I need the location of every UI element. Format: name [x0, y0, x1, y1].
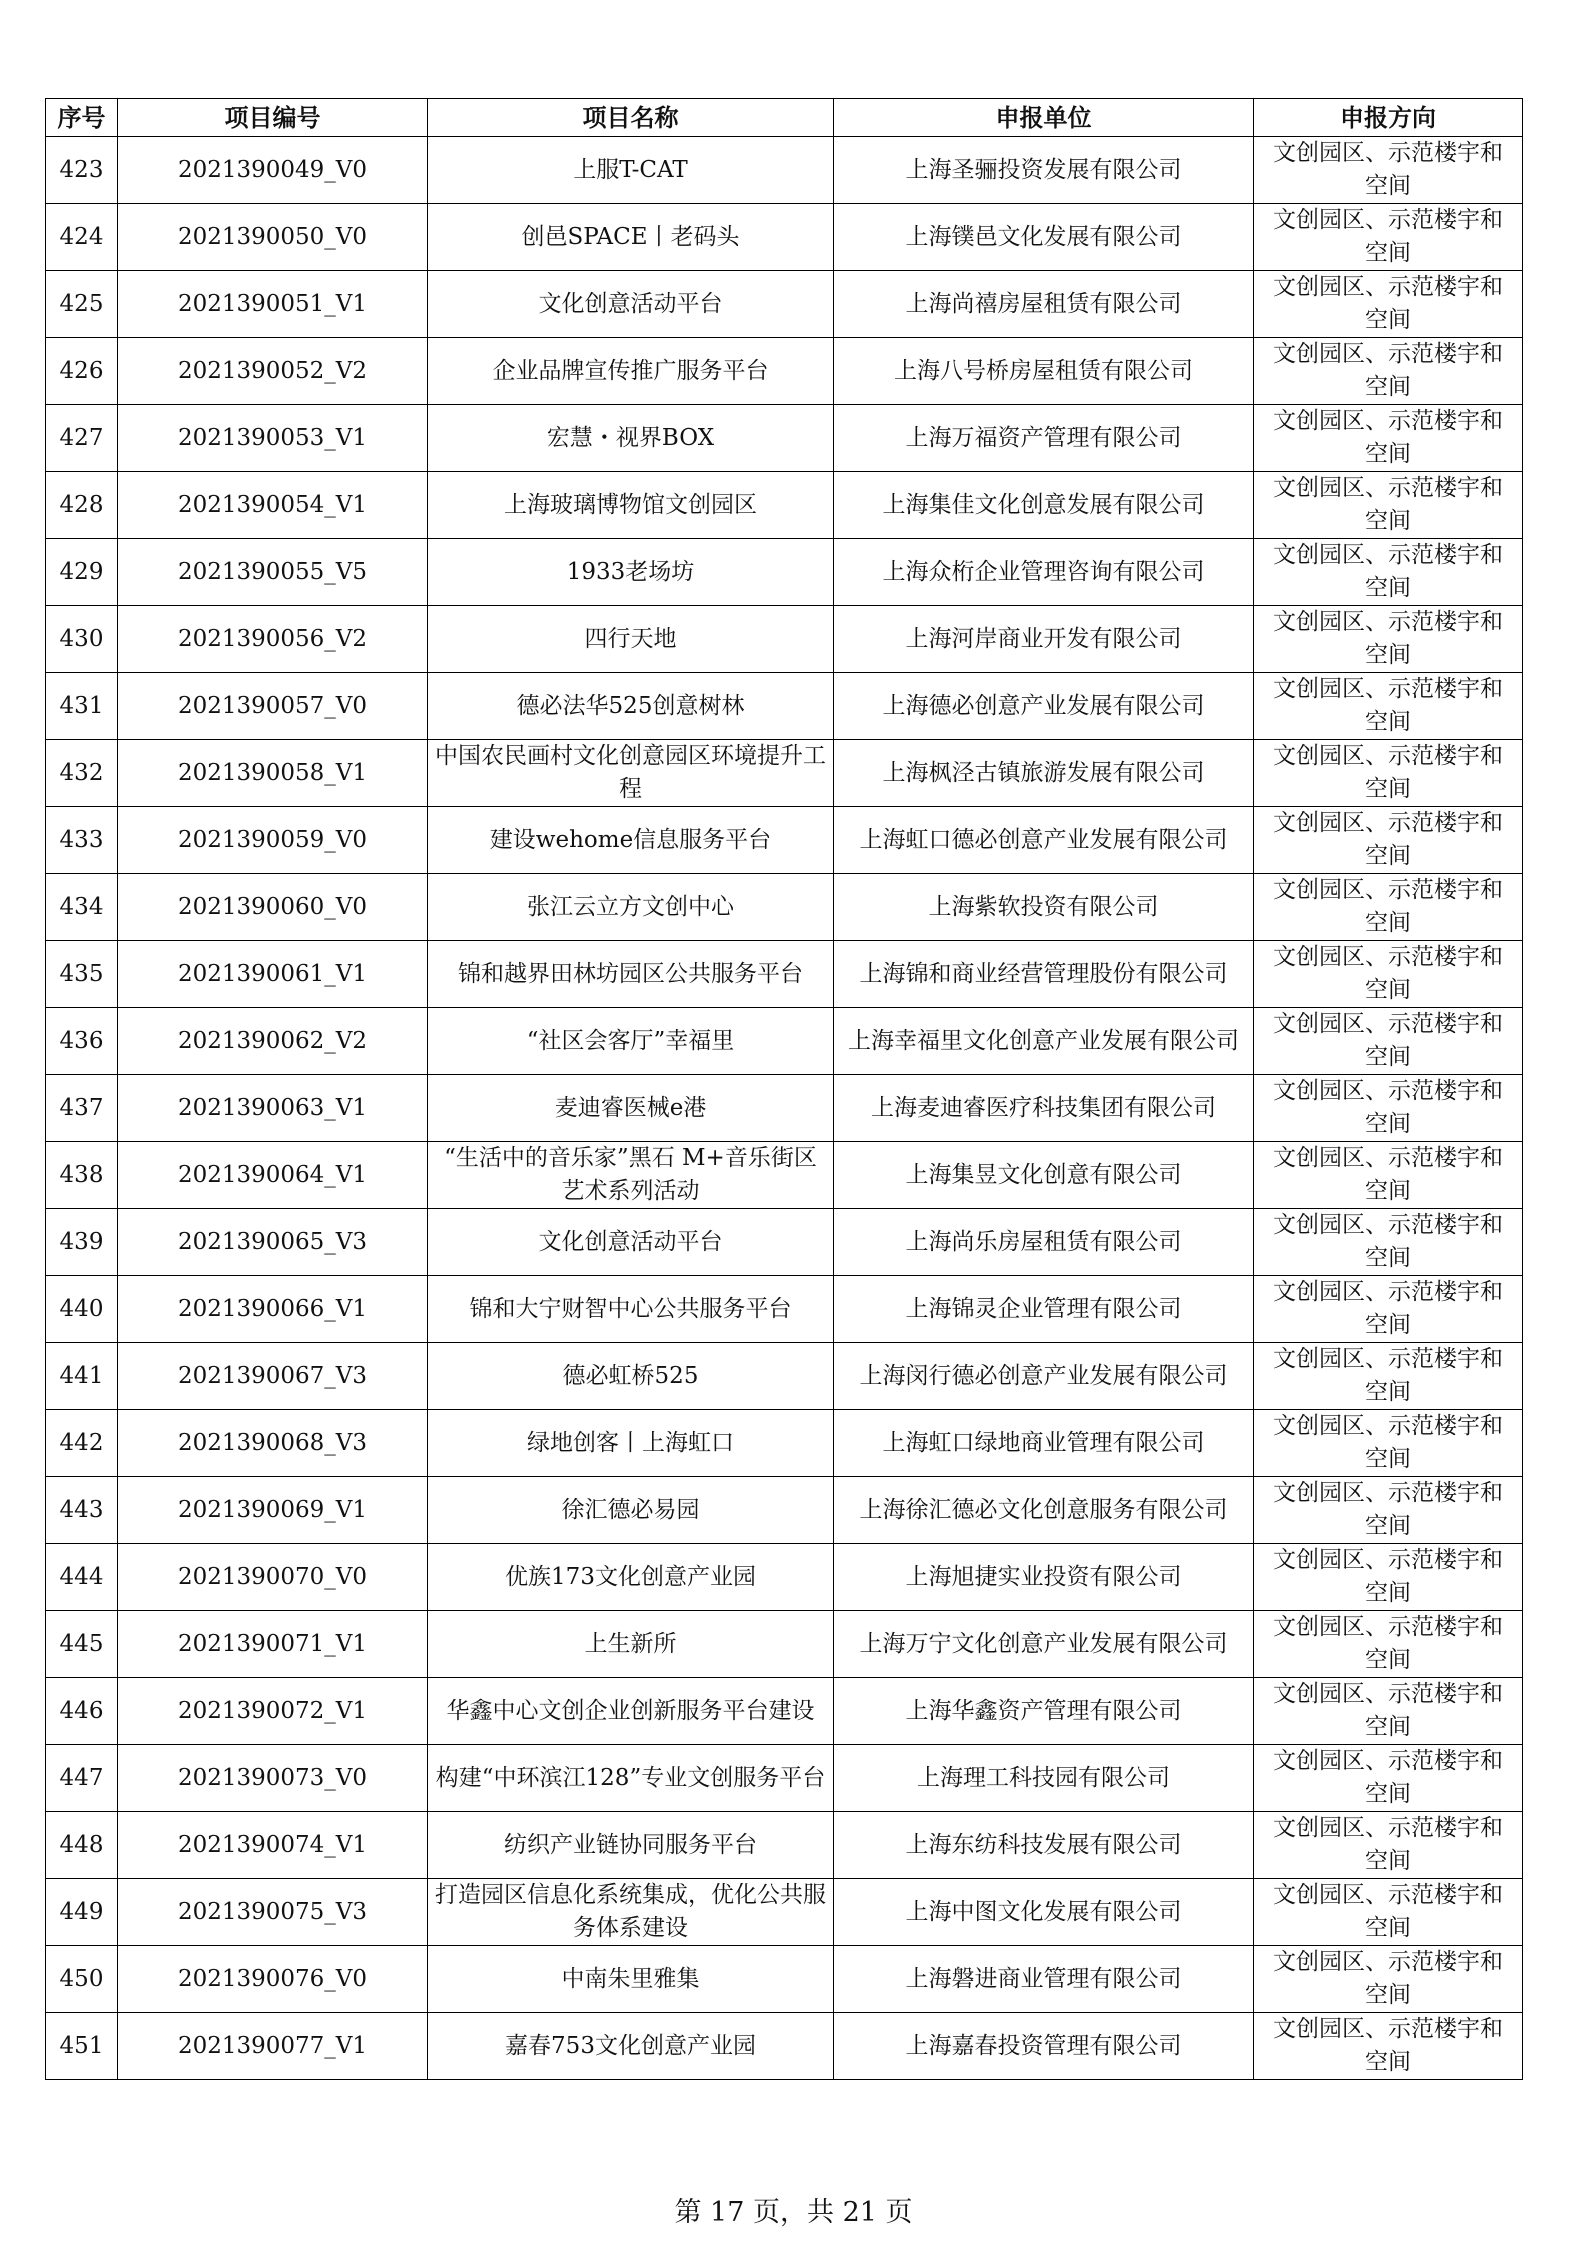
- project-name-cell: 锦和越界田林坊园区公共服务平台: [428, 941, 834, 1008]
- table-row: [46, 807, 1523, 874]
- table-row: [46, 1544, 1523, 1611]
- applicant-unit-cell: 上海紫软投资有限公司: [834, 874, 1254, 941]
- direction-cell: 文创园区、示范楼宇和空间: [1254, 137, 1523, 204]
- project-code-cell: 2021390057_V0: [118, 673, 428, 740]
- project-code-cell: 2021390050_V0: [118, 204, 428, 271]
- seq-cell: 440: [46, 1276, 118, 1343]
- applicant-unit-cell: 上海八号桥房屋租赁有限公司: [834, 338, 1254, 405]
- project-code-cell: 2021390052_V2: [118, 338, 428, 405]
- project-name-cell: 嘉春753文化创意产业园: [428, 2013, 834, 2080]
- project-code-cell: 2021390074_V1: [118, 1812, 428, 1879]
- project-name-cell: 建设wehome信息服务平台: [428, 807, 834, 874]
- project-name-cell: 宏慧・视界BOX: [428, 405, 834, 472]
- project-code-cell: 2021390064_V1: [118, 1142, 428, 1209]
- applicant-unit-cell: 上海虹口德必创意产业发展有限公司: [834, 807, 1254, 874]
- table-row: [46, 941, 1523, 1008]
- seq-cell: 438: [46, 1142, 118, 1209]
- project-name-cell: 上海玻璃博物馆文创园区: [428, 472, 834, 539]
- direction-cell: 文创园区、示范楼宇和空间: [1254, 1544, 1523, 1611]
- project-name-cell: 德必虹桥525: [428, 1343, 834, 1410]
- applicant-unit-cell: 上海徐汇德必文化创意服务有限公司: [834, 1477, 1254, 1544]
- project-code-cell: 2021390072_V1: [118, 1678, 428, 1745]
- project-code-cell: 2021390053_V1: [118, 405, 428, 472]
- direction-cell: 文创园区、示范楼宇和空间: [1254, 874, 1523, 941]
- applicant-unit-cell: 上海枫泾古镇旅游发展有限公司: [834, 740, 1254, 807]
- seq-cell: 423: [46, 137, 118, 204]
- direction-cell: 文创园区、示范楼宇和空间: [1254, 539, 1523, 606]
- project-name-cell: 上服T-CAT: [428, 137, 834, 204]
- project-code-cell: 2021390059_V0: [118, 807, 428, 874]
- applicant-unit-cell: 上海众桁企业管理咨询有限公司: [834, 539, 1254, 606]
- direction-cell: 文创园区、示范楼宇和空间: [1254, 1075, 1523, 1142]
- direction-cell: 文创园区、示范楼宇和空间: [1254, 1343, 1523, 1410]
- applicant-unit-cell: 上海锦和商业经营管理股份有限公司: [834, 941, 1254, 1008]
- seq-cell: 446: [46, 1678, 118, 1745]
- seq-cell: 441: [46, 1343, 118, 1410]
- applicant-unit-cell: 上海麦迪睿医疗科技集团有限公司: [834, 1075, 1254, 1142]
- applicant-unit-cell: 上海锦灵企业管理有限公司: [834, 1276, 1254, 1343]
- seq-cell: 435: [46, 941, 118, 1008]
- table-row: [46, 606, 1523, 673]
- table-row: [46, 1678, 1523, 1745]
- seq-cell: 433: [46, 807, 118, 874]
- page-footer: 第 17 页，共 21 页: [674, 2197, 913, 2228]
- table-row: [46, 137, 1523, 204]
- table-row: [46, 1075, 1523, 1142]
- seq-cell: 451: [46, 2013, 118, 2080]
- applicant-unit-cell: 上海磐进商业管理有限公司: [834, 1946, 1254, 2013]
- applicant-unit-cell: 上海幸福里文化创意产业发展有限公司: [834, 1008, 1254, 1075]
- header-unit: 申报单位: [834, 99, 1254, 137]
- applicant-unit-cell: 上海尚禧房屋租赁有限公司: [834, 271, 1254, 338]
- project-code-cell: 2021390070_V0: [118, 1544, 428, 1611]
- seq-cell: 447: [46, 1745, 118, 1812]
- seq-cell: 444: [46, 1544, 118, 1611]
- direction-cell: 文创园区、示范楼宇和空间: [1254, 1879, 1523, 1946]
- project-name-cell: 创邑SPACE丨老码头: [428, 204, 834, 271]
- seq-cell: 431: [46, 673, 118, 740]
- project-code-cell: 2021390076_V0: [118, 1946, 428, 2013]
- project-name-cell: 文化创意活动平台: [428, 271, 834, 338]
- project-code-cell: 2021390066_V1: [118, 1276, 428, 1343]
- direction-cell: 文创园区、示范楼宇和空间: [1254, 1812, 1523, 1879]
- project-code-cell: 2021390065_V3: [118, 1209, 428, 1276]
- project-code-cell: 2021390060_V0: [118, 874, 428, 941]
- direction-cell: 文创园区、示范楼宇和空间: [1254, 1946, 1523, 2013]
- project-code-cell: 2021390071_V1: [118, 1611, 428, 1678]
- table-row: [46, 1209, 1523, 1276]
- project-code-cell: 2021390077_V1: [118, 2013, 428, 2080]
- project-name-cell: 构建“中环滨江128”专业文创服务平台: [428, 1745, 834, 1812]
- project-table: [45, 98, 1523, 2080]
- table-row: [46, 1879, 1523, 1946]
- table-row: [46, 338, 1523, 405]
- direction-cell: 文创园区、示范楼宇和空间: [1254, 1008, 1523, 1075]
- seq-cell: 436: [46, 1008, 118, 1075]
- table-row: [46, 1276, 1523, 1343]
- applicant-unit-cell: 上海圣骊投资发展有限公司: [834, 137, 1254, 204]
- applicant-unit-cell: 上海德必创意产业发展有限公司: [834, 673, 1254, 740]
- project-code-cell: 2021390061_V1: [118, 941, 428, 1008]
- seq-cell: 448: [46, 1812, 118, 1879]
- project-code-cell: 2021390054_V1: [118, 472, 428, 539]
- project-name-cell: 中国农民画村文化创意园区环境提升工程: [428, 740, 834, 807]
- direction-cell: 文创园区、示范楼宇和空间: [1254, 472, 1523, 539]
- direction-cell: 文创园区、示范楼宇和空间: [1254, 204, 1523, 271]
- table-row: [46, 673, 1523, 740]
- direction-cell: 文创园区、示范楼宇和空间: [1254, 941, 1523, 1008]
- table-row: [46, 539, 1523, 606]
- seq-cell: 443: [46, 1477, 118, 1544]
- project-code-cell: 2021390069_V1: [118, 1477, 428, 1544]
- applicant-unit-cell: 上海理工科技园有限公司: [834, 1745, 1254, 1812]
- header-row: [46, 99, 1523, 137]
- seq-cell: 429: [46, 539, 118, 606]
- seq-cell: 450: [46, 1946, 118, 2013]
- table-row: [46, 1008, 1523, 1075]
- project-code-cell: 2021390073_V0: [118, 1745, 428, 1812]
- project-name-cell: 四行天地: [428, 606, 834, 673]
- seq-cell: 449: [46, 1879, 118, 1946]
- project-name-cell: 麦迪睿医械e港: [428, 1075, 834, 1142]
- project-name-cell: 文化创意活动平台: [428, 1209, 834, 1276]
- applicant-unit-cell: 上海嘉春投资管理有限公司: [834, 2013, 1254, 2080]
- table-row: [46, 1142, 1523, 1209]
- direction-cell: 文创园区、示范楼宇和空间: [1254, 1611, 1523, 1678]
- project-name-cell: 打造园区信息化系统集成，优化公共服务体系建设: [428, 1879, 834, 1946]
- project-code-cell: 2021390068_V3: [118, 1410, 428, 1477]
- direction-cell: 文创园区、示范楼宇和空间: [1254, 1276, 1523, 1343]
- applicant-unit-cell: 上海虹口绿地商业管理有限公司: [834, 1410, 1254, 1477]
- seq-cell: 432: [46, 740, 118, 807]
- seq-cell: 445: [46, 1611, 118, 1678]
- direction-cell: 文创园区、示范楼宇和空间: [1254, 2013, 1523, 2080]
- table-row: [46, 874, 1523, 941]
- applicant-unit-cell: 上海集佳文化创意发展有限公司: [834, 472, 1254, 539]
- direction-cell: 文创园区、示范楼宇和空间: [1254, 405, 1523, 472]
- project-code-cell: 2021390055_V5: [118, 539, 428, 606]
- table-row: [46, 472, 1523, 539]
- project-name-cell: 张江云立方文创中心: [428, 874, 834, 941]
- applicant-unit-cell: 上海镤邑文化发展有限公司: [834, 204, 1254, 271]
- direction-cell: 文创园区、示范楼宇和空间: [1254, 740, 1523, 807]
- table-row: [46, 1477, 1523, 1544]
- project-name-cell: 上生新所: [428, 1611, 834, 1678]
- seq-cell: 425: [46, 271, 118, 338]
- table-row: [46, 1812, 1523, 1879]
- applicant-unit-cell: 上海万宁文化创意产业发展有限公司: [834, 1611, 1254, 1678]
- applicant-unit-cell: 上海东纺科技发展有限公司: [834, 1812, 1254, 1879]
- table-body: [46, 137, 1523, 2080]
- table-row: [46, 1946, 1523, 2013]
- direction-cell: 文创园区、示范楼宇和空间: [1254, 1678, 1523, 1745]
- table-row: [46, 1611, 1523, 1678]
- project-name-cell: 纺织产业链协同服务平台: [428, 1812, 834, 1879]
- project-code-cell: 2021390062_V2: [118, 1008, 428, 1075]
- project-code-cell: 2021390067_V3: [118, 1343, 428, 1410]
- project-name-cell: 中南朱里雅集: [428, 1946, 834, 2013]
- applicant-unit-cell: 上海尚乐房屋租赁有限公司: [834, 1209, 1254, 1276]
- project-code-cell: 2021390058_V1: [118, 740, 428, 807]
- project-code-cell: 2021390051_V1: [118, 271, 428, 338]
- applicant-unit-cell: 上海闵行德必创意产业发展有限公司: [834, 1343, 1254, 1410]
- seq-cell: 442: [46, 1410, 118, 1477]
- table-row: [46, 1343, 1523, 1410]
- project-name-cell: 优族173文化创意产业园: [428, 1544, 834, 1611]
- direction-cell: 文创园区、示范楼宇和空间: [1254, 1209, 1523, 1276]
- project-code-cell: 2021390056_V2: [118, 606, 428, 673]
- table-row: [46, 271, 1523, 338]
- applicant-unit-cell: 上海集昱文化创意有限公司: [834, 1142, 1254, 1209]
- direction-cell: 文创园区、示范楼宇和空间: [1254, 1477, 1523, 1544]
- direction-cell: 文创园区、示范楼宇和空间: [1254, 1745, 1523, 1812]
- table-row: [46, 1410, 1523, 1477]
- applicant-unit-cell: 上海万福资产管理有限公司: [834, 405, 1254, 472]
- table-row: [46, 204, 1523, 271]
- project-name-cell: 1933老场坊: [428, 539, 834, 606]
- table-row: [46, 2013, 1523, 2080]
- project-name-cell: “生活中的音乐家”黑石 M+音乐街区艺术系列活动: [428, 1142, 834, 1209]
- seq-cell: 424: [46, 204, 118, 271]
- table-row: [46, 405, 1523, 472]
- project-name-cell: 锦和大宁财智中心公共服务平台: [428, 1276, 834, 1343]
- applicant-unit-cell: 上海河岸商业开发有限公司: [834, 606, 1254, 673]
- project-name-cell: 绿地创客丨上海虹口: [428, 1410, 834, 1477]
- project-code-cell: 2021390063_V1: [118, 1075, 428, 1142]
- table-header: [46, 99, 1523, 137]
- applicant-unit-cell: 上海中图文化发展有限公司: [834, 1879, 1254, 1946]
- header-seq: 序号: [46, 99, 118, 137]
- table-row: [46, 740, 1523, 807]
- seq-cell: 428: [46, 472, 118, 539]
- header-name: 项目名称: [428, 99, 834, 137]
- table-row: [46, 1745, 1523, 1812]
- project-name-cell: 德必法华525创意树林: [428, 673, 834, 740]
- project-code-cell: 2021390049_V0: [118, 137, 428, 204]
- project-name-cell: 华鑫中心文创企业创新服务平台建设: [428, 1678, 834, 1745]
- seq-cell: 437: [46, 1075, 118, 1142]
- seq-cell: 430: [46, 606, 118, 673]
- seq-cell: 426: [46, 338, 118, 405]
- direction-cell: 文创园区、示范楼宇和空间: [1254, 807, 1523, 874]
- direction-cell: 文创园区、示范楼宇和空间: [1254, 606, 1523, 673]
- applicant-unit-cell: 上海华鑫资产管理有限公司: [834, 1678, 1254, 1745]
- header-code: 项目编号: [118, 99, 428, 137]
- direction-cell: 文创园区、示范楼宇和空间: [1254, 673, 1523, 740]
- seq-cell: 427: [46, 405, 118, 472]
- project-name-cell: 企业品牌宣传推广服务平台: [428, 338, 834, 405]
- applicant-unit-cell: 上海旭捷实业投资有限公司: [834, 1544, 1254, 1611]
- seq-cell: 434: [46, 874, 118, 941]
- direction-cell: 文创园区、示范楼宇和空间: [1254, 1410, 1523, 1477]
- header-direction: 申报方向: [1254, 99, 1523, 137]
- project-name-cell: “社区会客厅”幸福里: [428, 1008, 834, 1075]
- direction-cell: 文创园区、示范楼宇和空间: [1254, 271, 1523, 338]
- project-name-cell: 徐汇德必易园: [428, 1477, 834, 1544]
- direction-cell: 文创园区、示范楼宇和空间: [1254, 338, 1523, 405]
- project-code-cell: 2021390075_V3: [118, 1879, 428, 1946]
- seq-cell: 439: [46, 1209, 118, 1276]
- direction-cell: 文创园区、示范楼宇和空间: [1254, 1142, 1523, 1209]
